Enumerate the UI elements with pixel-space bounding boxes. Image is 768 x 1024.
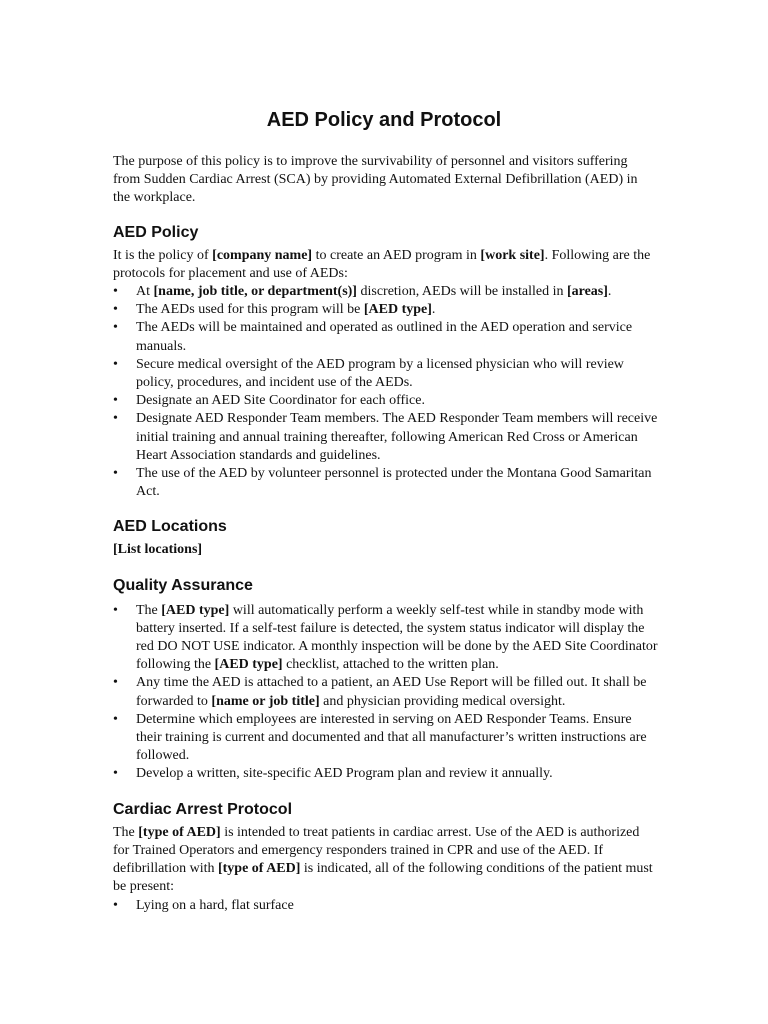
aed-type-placeholder: [AED type] <box>161 602 230 618</box>
bullet-icon: • <box>113 356 118 372</box>
list-item: • Determine which employees are interested in serving on AED Responder Teams. Ensure their training is current and documented and that all manufacturer’s written instructions are followed. <box>113 711 647 764</box>
cardiac-paragraph: The [type of AED] is intended to treat patients in cardiac arrest. Use of the AED is authorized for Trained Operators and emergency responders trained in CPR and use of the AED. If defibrillation with [type of AED] is indicated, all of the following conditions of the patient must be present: <box>113 824 653 895</box>
list-item: • The [AED type] will automatically perform a weekly self-test while in standby mode with battery inserted. If a self-test failure is detected, the system status indicator will display the red DO NOT USE indicator. A monthly inspection will be done by the AED Site Coordinator following the [AED type] checklist, attached to the written plan. <box>113 602 658 673</box>
aed-locations-heading: AED Locations <box>113 518 227 536</box>
bullet-icon: • <box>113 766 118 782</box>
list-item: • The AEDs will be maintained and operated as outlined in the AED operation and service manuals. <box>113 320 633 354</box>
aed-type-placeholder: [type of AED] <box>138 824 221 840</box>
company-name-placeholder: [company name] <box>212 247 313 263</box>
locations-paragraph <box>113 541 658 559</box>
intro-paragraph: The purpose of this policy is to improve the survivability of personnel and visitors suffering from Sudden Cardiac Arrest (SCA) by providing Automated External Defibrillation (AED) in the workplace. <box>113 154 638 206</box>
list-locations-placeholder: [List locations] <box>113 542 203 558</box>
policy-paragraph: It is the policy of [company name] to create an AED program in [work site]. Following are the protocols for placement and use of AEDs: <box>113 247 651 281</box>
bullet-icon: • <box>113 897 118 913</box>
quality-assurance-heading: Quality Assurance <box>113 576 253 594</box>
job-title-placeholder: [name or job title] <box>211 693 320 709</box>
work-site-placeholder: [work site] <box>480 247 545 263</box>
document-title: AED Policy and Protocol <box>266 109 502 131</box>
list-item: • Develop a written, site-specific AED Program plan and review it annually. <box>113 765 658 783</box>
list-item: • Any time the AED is attached to a patient, an AED Use Report will be filled out. It shall be forwarded to [name or job title] and physician providing medical oversight. <box>113 675 647 709</box>
bullet-icon: • <box>113 320 118 336</box>
department-placeholder: [name, job title, or department(s)] <box>153 284 357 300</box>
bullet-icon: • <box>113 675 118 691</box>
cardiac-arrest-protocol-heading: Cardiac Arrest Protocol <box>113 800 293 818</box>
list-item: • Secure medical oversight of the AED program by a licensed physician who will review policy, procedures, and incident use of the AEDs. <box>113 356 624 391</box>
bullet-icon: • <box>113 393 118 409</box>
list-item: • The use of the AED by volunteer personnel is protected under the Montana Good Samaritan Act. <box>113 466 652 500</box>
list-item: • Designate an AED Site Coordinator for each office. <box>113 392 658 410</box>
quality-list <box>113 602 658 784</box>
areas-placeholder: [areas] <box>566 284 608 300</box>
list-item: • The AEDs used for this program will be [AED type]. <box>113 301 658 319</box>
list-item: • At [name, job title, or department(s)] discretion, AEDs will be installed in [areas]. <box>113 283 658 301</box>
cardiac-list <box>113 897 658 915</box>
bullet-icon: • <box>113 302 118 318</box>
aed-policy-heading: AED Policy <box>113 223 199 241</box>
document-body <box>113 153 658 915</box>
aed-type-placeholder: [AED type] <box>363 302 432 318</box>
aed-type-placeholder: [AED type] <box>214 657 283 673</box>
bullet-icon: • <box>113 284 118 300</box>
bullet-icon: • <box>113 711 118 727</box>
bullet-icon: • <box>113 466 118 482</box>
policy-list <box>113 283 658 501</box>
aed-type-placeholder: [type of AED] <box>217 861 301 877</box>
list-item: • Lying on a hard, flat surface <box>113 897 658 915</box>
bullet-icon: • <box>113 602 118 618</box>
list-item: • Designate AED Responder Team members. The AED Responder Team members will receive initial training and annual training thereafter, following American Red Cross or American Heart Association standards and guidelines. <box>113 411 658 463</box>
bullet-icon: • <box>113 411 118 427</box>
